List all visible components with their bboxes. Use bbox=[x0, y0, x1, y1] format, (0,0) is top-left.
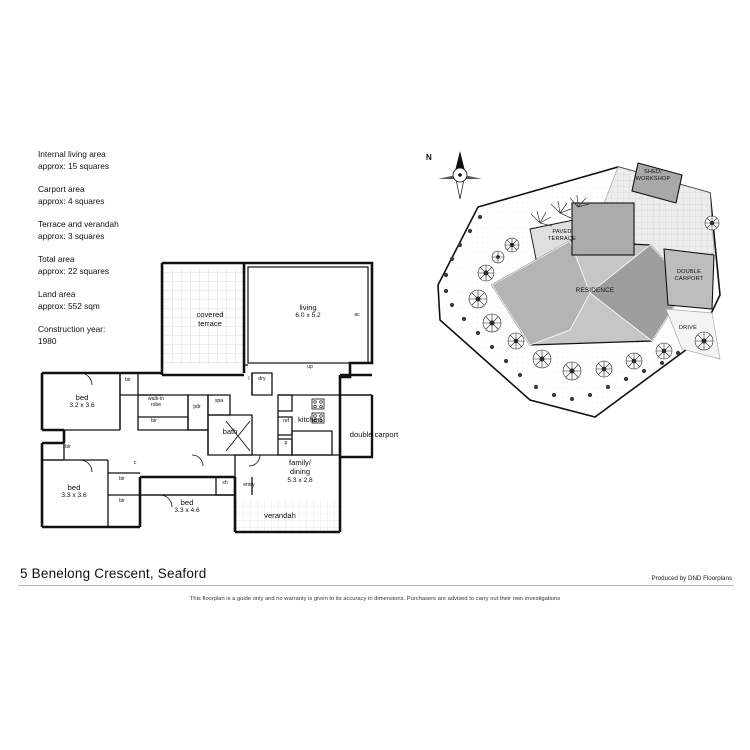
spec-label: Total area bbox=[38, 254, 75, 265]
label-bir-4: bir bbox=[119, 476, 125, 482]
label-air-conditioner: ac bbox=[354, 312, 360, 318]
label-pantry: p bbox=[284, 440, 288, 446]
spec-value: approx: 15 squares bbox=[38, 161, 110, 172]
site-plan-drawing bbox=[420, 145, 740, 455]
site-label-residence: RESIDENCE bbox=[575, 287, 615, 294]
footer-divider bbox=[18, 585, 734, 586]
spec-value: approx: 552 sqm bbox=[38, 301, 100, 312]
spec-value: 1980 bbox=[38, 336, 57, 347]
room-label-bed-2: bed 3.3 x 3.6 bbox=[61, 483, 87, 500]
site-label-shed-workshop: SHED/ WORKSHOP bbox=[635, 169, 671, 182]
site-plan bbox=[420, 145, 740, 455]
label-cupboard: c bbox=[133, 460, 137, 466]
site-label-drive: DRIVE bbox=[678, 325, 698, 331]
room-label-family-dining: family/ dining 5.3 x 2.8 bbox=[287, 458, 313, 484]
room-label-covered-terrace: covered terrace bbox=[196, 310, 224, 329]
spec-terrace-verandah-area bbox=[38, 218, 208, 242]
spec-value: approx: 4 squares bbox=[38, 196, 105, 207]
room-label-bed-1: bed 3.2 x 3.6 bbox=[69, 393, 95, 410]
site-label-double-carport: DOUBLE CARPORT bbox=[674, 269, 704, 282]
spec-value: approx: 22 squares bbox=[38, 266, 110, 277]
spec-value: approx: 3 squares bbox=[38, 231, 105, 242]
label-shower: sh bbox=[222, 480, 228, 486]
spec-label: Terrace and verandah bbox=[38, 219, 119, 230]
page-title: 5 Benelong Crescent, Seaford bbox=[20, 566, 207, 581]
disclaimer-text: This floorplan is a guide only and no warranty is given to its accuracy in dimensions. Purchasers are advised to carry out their own investigations bbox=[189, 596, 561, 602]
label-walk-in-robe: walk-in robe bbox=[147, 396, 165, 408]
label-powder-room: pdr bbox=[193, 404, 201, 410]
label-bir-3: bir bbox=[65, 444, 71, 450]
producer-credit: Produced by DND Floorplans bbox=[651, 575, 732, 582]
compass-rose bbox=[438, 151, 482, 199]
spec-label: Internal living area bbox=[38, 149, 106, 159]
label-spa: spa bbox=[214, 398, 224, 404]
spec-label: Land area bbox=[38, 289, 76, 300]
room-label-bath: bath bbox=[222, 427, 238, 436]
site-label-paved-terrace: PAVED TERRACE bbox=[547, 229, 577, 242]
floor-plan bbox=[20, 255, 399, 545]
label-bir-2: bir bbox=[151, 418, 157, 424]
label-dryer: dry bbox=[258, 376, 266, 382]
room-label-kitchen: kitchen bbox=[297, 415, 323, 424]
spec-internal-living-area bbox=[38, 148, 208, 172]
label-entry: entry bbox=[243, 482, 255, 488]
room-label-bed-3: bed 3.3 x 4.6 bbox=[174, 498, 200, 515]
label-linen: l bbox=[248, 376, 250, 382]
room-label-verandah: verandah bbox=[264, 511, 296, 520]
label-bir-5: bir bbox=[119, 498, 125, 504]
spec-label: Carport area bbox=[38, 184, 85, 195]
room-label-double-carport: double carport bbox=[349, 430, 399, 439]
spec-label: Construction year: bbox=[38, 324, 106, 335]
label-refrigerator: ref bbox=[282, 418, 290, 424]
room-label-living: living 6.0 x 5.2 bbox=[295, 303, 321, 320]
compass-north-label: N bbox=[426, 153, 432, 162]
spec-carport-area bbox=[38, 183, 208, 207]
label-bir-1: bir bbox=[125, 377, 131, 383]
label-stairs-up: up bbox=[307, 364, 313, 370]
